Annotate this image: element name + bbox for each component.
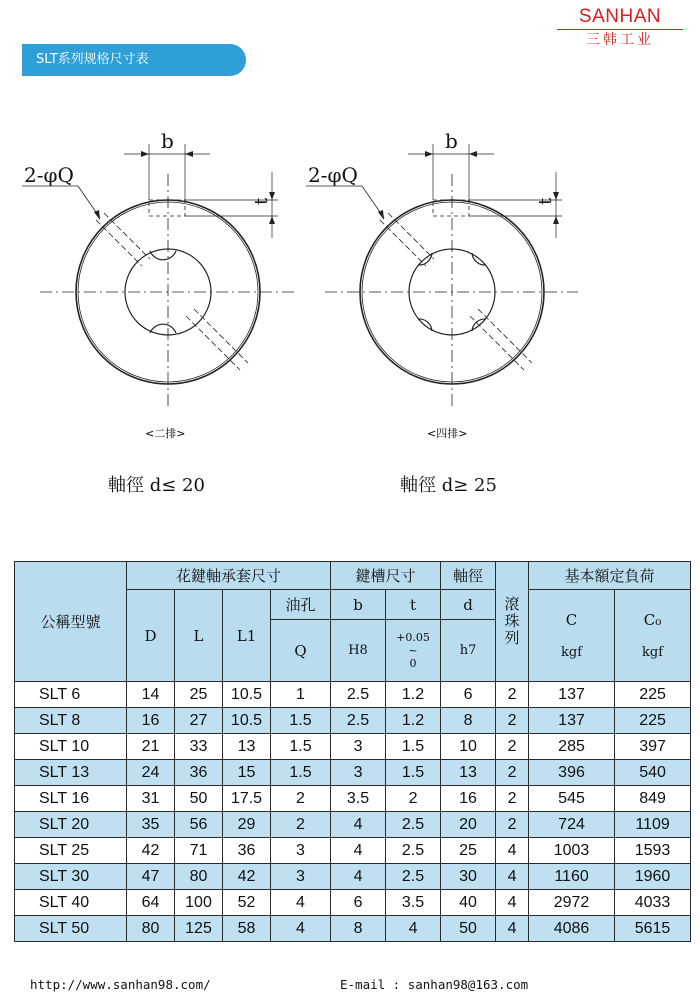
cell-C0: 5615 bbox=[615, 916, 691, 942]
label-q-left: 2-φQ bbox=[24, 163, 74, 187]
header-L: L bbox=[175, 590, 223, 682]
cell-C: 137 bbox=[529, 682, 615, 708]
cell-L1: 58 bbox=[223, 916, 271, 942]
table-row bbox=[15, 890, 691, 916]
cell-C: 137 bbox=[529, 708, 615, 734]
cell-C: 4086 bbox=[529, 916, 615, 942]
cell-D: 80 bbox=[127, 916, 175, 942]
cell-L: 36 bbox=[175, 760, 223, 786]
cell-L1: 13 bbox=[223, 734, 271, 760]
header-sleeve-dims: 花鍵軸承套尺寸 bbox=[127, 562, 331, 590]
header-b-tolerance: H8 bbox=[331, 620, 386, 682]
header-C: C kgf bbox=[529, 590, 615, 682]
cell-ball-rows: 4 bbox=[496, 890, 529, 916]
cell-model: SLT 30 bbox=[15, 864, 127, 890]
cell-ball-rows: 2 bbox=[496, 708, 529, 734]
cell-ball-rows: 2 bbox=[496, 812, 529, 838]
cell-b: 8 bbox=[331, 916, 386, 942]
cell-t: 3.5 bbox=[386, 890, 441, 916]
cell-t: 1.5 bbox=[386, 734, 441, 760]
caption-two-row: <二排> bbox=[145, 427, 186, 440]
label-t-right: t bbox=[535, 197, 556, 205]
table-row bbox=[15, 812, 691, 838]
cell-D: 35 bbox=[127, 812, 175, 838]
cell-C: 1003 bbox=[529, 838, 615, 864]
cell-t: 2.5 bbox=[386, 812, 441, 838]
cell-L: 27 bbox=[175, 708, 223, 734]
table-row bbox=[15, 760, 691, 786]
cell-C0: 4033 bbox=[615, 890, 691, 916]
cell-b: 3 bbox=[331, 734, 386, 760]
cell-Q: 1 bbox=[271, 682, 331, 708]
cell-b: 3.5 bbox=[331, 786, 386, 812]
cell-C: 285 bbox=[529, 734, 615, 760]
cell-d: 10 bbox=[441, 734, 496, 760]
cell-D: 21 bbox=[127, 734, 175, 760]
cell-t: 2.5 bbox=[386, 838, 441, 864]
header-b: b bbox=[331, 590, 386, 620]
technical-drawings bbox=[0, 120, 700, 500]
header-t: t bbox=[386, 590, 441, 620]
table-row bbox=[15, 916, 691, 942]
cell-b: 4 bbox=[331, 864, 386, 890]
cell-D: 16 bbox=[127, 708, 175, 734]
cell-b: 6 bbox=[331, 890, 386, 916]
footer-email[interactable]: E-mail : sanhan98@163.com bbox=[340, 977, 529, 992]
cell-L1: 15 bbox=[223, 760, 271, 786]
table-row bbox=[15, 786, 691, 812]
brand-name-en: SANHAN bbox=[578, 6, 662, 27]
cell-b: 4 bbox=[331, 812, 386, 838]
cell-Q: 3 bbox=[271, 864, 331, 890]
cell-D: 47 bbox=[127, 864, 175, 890]
header-L1: L1 bbox=[223, 590, 271, 682]
cell-L: 80 bbox=[175, 864, 223, 890]
cell-d: 13 bbox=[441, 760, 496, 786]
cell-ball-rows: 2 bbox=[496, 734, 529, 760]
spec-table bbox=[14, 561, 691, 942]
cell-ball-rows: 4 bbox=[496, 864, 529, 890]
table-row bbox=[15, 838, 691, 864]
cell-C0: 225 bbox=[615, 682, 691, 708]
brand-divider bbox=[557, 29, 683, 30]
cell-L: 33 bbox=[175, 734, 223, 760]
cell-model: SLT 10 bbox=[15, 734, 127, 760]
cell-b: 3 bbox=[331, 760, 386, 786]
cell-model: SLT 50 bbox=[15, 916, 127, 942]
cell-d: 50 bbox=[441, 916, 496, 942]
cell-L1: 10.5 bbox=[223, 708, 271, 734]
table-row bbox=[15, 708, 691, 734]
cell-C0: 1593 bbox=[615, 838, 691, 864]
cell-t: 2 bbox=[386, 786, 441, 812]
cell-C: 1160 bbox=[529, 864, 615, 890]
cell-C0: 849 bbox=[615, 786, 691, 812]
cell-model: SLT 6 bbox=[15, 682, 127, 708]
section-banner bbox=[22, 44, 246, 76]
caption-four-row: <四排> bbox=[427, 427, 468, 440]
cell-Q: 1.5 bbox=[271, 734, 331, 760]
cell-D: 64 bbox=[127, 890, 175, 916]
header-Q: Q bbox=[271, 620, 331, 682]
brand-logo bbox=[553, 6, 687, 49]
cell-t: 2.5 bbox=[386, 864, 441, 890]
cell-d: 40 bbox=[441, 890, 496, 916]
cell-b: 4 bbox=[331, 838, 386, 864]
label-b-right: b bbox=[445, 129, 458, 153]
cell-C0: 1109 bbox=[615, 812, 691, 838]
cell-d: 30 bbox=[441, 864, 496, 890]
cell-ball-rows: 2 bbox=[496, 682, 529, 708]
cell-d: 16 bbox=[441, 786, 496, 812]
cell-model: SLT 20 bbox=[15, 812, 127, 838]
cell-Q: 2 bbox=[271, 812, 331, 838]
cell-L: 71 bbox=[175, 838, 223, 864]
header-d: d bbox=[441, 590, 496, 620]
cell-model: SLT 40 bbox=[15, 890, 127, 916]
cell-t: 4 bbox=[386, 916, 441, 942]
cell-Q: 2 bbox=[271, 786, 331, 812]
cell-D: 42 bbox=[127, 838, 175, 864]
cell-d: 6 bbox=[441, 682, 496, 708]
brand-name-cn: 三韩工业 bbox=[586, 32, 654, 48]
cell-b: 2.5 bbox=[331, 682, 386, 708]
cell-D: 24 bbox=[127, 760, 175, 786]
header-load-rating: 基本額定負荷 bbox=[529, 562, 691, 590]
cell-Q: 1.5 bbox=[271, 708, 331, 734]
section-title: SLT系列规格尺寸表 bbox=[36, 52, 149, 67]
cell-D: 31 bbox=[127, 786, 175, 812]
label-t-left: t bbox=[251, 197, 272, 205]
shaft-note-right: 軸徑 d≥ 25 bbox=[400, 475, 497, 496]
cell-t: 1.2 bbox=[386, 708, 441, 734]
cell-d: 20 bbox=[441, 812, 496, 838]
cell-L1: 29 bbox=[223, 812, 271, 838]
header-d-tolerance: h7 bbox=[441, 620, 496, 682]
cell-t: 1.2 bbox=[386, 682, 441, 708]
shaft-note-left: 軸徑 d≤ 20 bbox=[108, 475, 205, 496]
cell-L: 56 bbox=[175, 812, 223, 838]
header-model: 公稱型號 bbox=[15, 562, 127, 682]
cell-t: 1.5 bbox=[386, 760, 441, 786]
cell-C: 724 bbox=[529, 812, 615, 838]
footer-website[interactable]: http://www.sanhan98.com/ bbox=[30, 977, 211, 992]
cell-Q: 4 bbox=[271, 890, 331, 916]
cell-D: 14 bbox=[127, 682, 175, 708]
cell-C: 2972 bbox=[529, 890, 615, 916]
cell-C: 396 bbox=[529, 760, 615, 786]
header-keyway-dims: 鍵槽尺寸 bbox=[331, 562, 441, 590]
cell-b: 2.5 bbox=[331, 708, 386, 734]
cell-C0: 540 bbox=[615, 760, 691, 786]
header-t-tolerance: +0.05 ~ 0 bbox=[386, 620, 441, 682]
header-ball-rows: 滾珠列 bbox=[496, 562, 529, 682]
cell-L: 25 bbox=[175, 682, 223, 708]
header-D: D bbox=[127, 590, 175, 682]
label-b-left: b bbox=[161, 129, 174, 153]
cell-d: 8 bbox=[441, 708, 496, 734]
spec-table-body bbox=[15, 682, 691, 942]
cell-L: 100 bbox=[175, 890, 223, 916]
cell-C0: 1960 bbox=[615, 864, 691, 890]
cell-L: 50 bbox=[175, 786, 223, 812]
cell-ball-rows: 4 bbox=[496, 838, 529, 864]
cell-C0: 397 bbox=[615, 734, 691, 760]
cell-L1: 10.5 bbox=[223, 682, 271, 708]
cell-Q: 4 bbox=[271, 916, 331, 942]
cell-L1: 17.5 bbox=[223, 786, 271, 812]
cell-L1: 42 bbox=[223, 864, 271, 890]
cell-C0: 225 bbox=[615, 708, 691, 734]
cell-L1: 36 bbox=[223, 838, 271, 864]
cell-model: SLT 16 bbox=[15, 786, 127, 812]
cell-Q: 3 bbox=[271, 838, 331, 864]
table-row bbox=[15, 682, 691, 708]
table-row bbox=[15, 864, 691, 890]
cell-model: SLT 13 bbox=[15, 760, 127, 786]
cell-d: 25 bbox=[441, 838, 496, 864]
cell-model: SLT 8 bbox=[15, 708, 127, 734]
cell-Q: 1.5 bbox=[271, 760, 331, 786]
cell-ball-rows: 2 bbox=[496, 760, 529, 786]
cell-ball-rows: 4 bbox=[496, 916, 529, 942]
cell-model: SLT 25 bbox=[15, 838, 127, 864]
cell-C: 545 bbox=[529, 786, 615, 812]
header-C0: C₀ kgf bbox=[615, 590, 691, 682]
header-oil-hole: 油孔 bbox=[271, 590, 331, 620]
cell-L1: 52 bbox=[223, 890, 271, 916]
table-row bbox=[15, 734, 691, 760]
label-q-right: 2-φQ bbox=[308, 163, 358, 187]
cell-L: 125 bbox=[175, 916, 223, 942]
header-shaft-dia: 軸徑 bbox=[441, 562, 496, 590]
cell-ball-rows: 2 bbox=[496, 786, 529, 812]
